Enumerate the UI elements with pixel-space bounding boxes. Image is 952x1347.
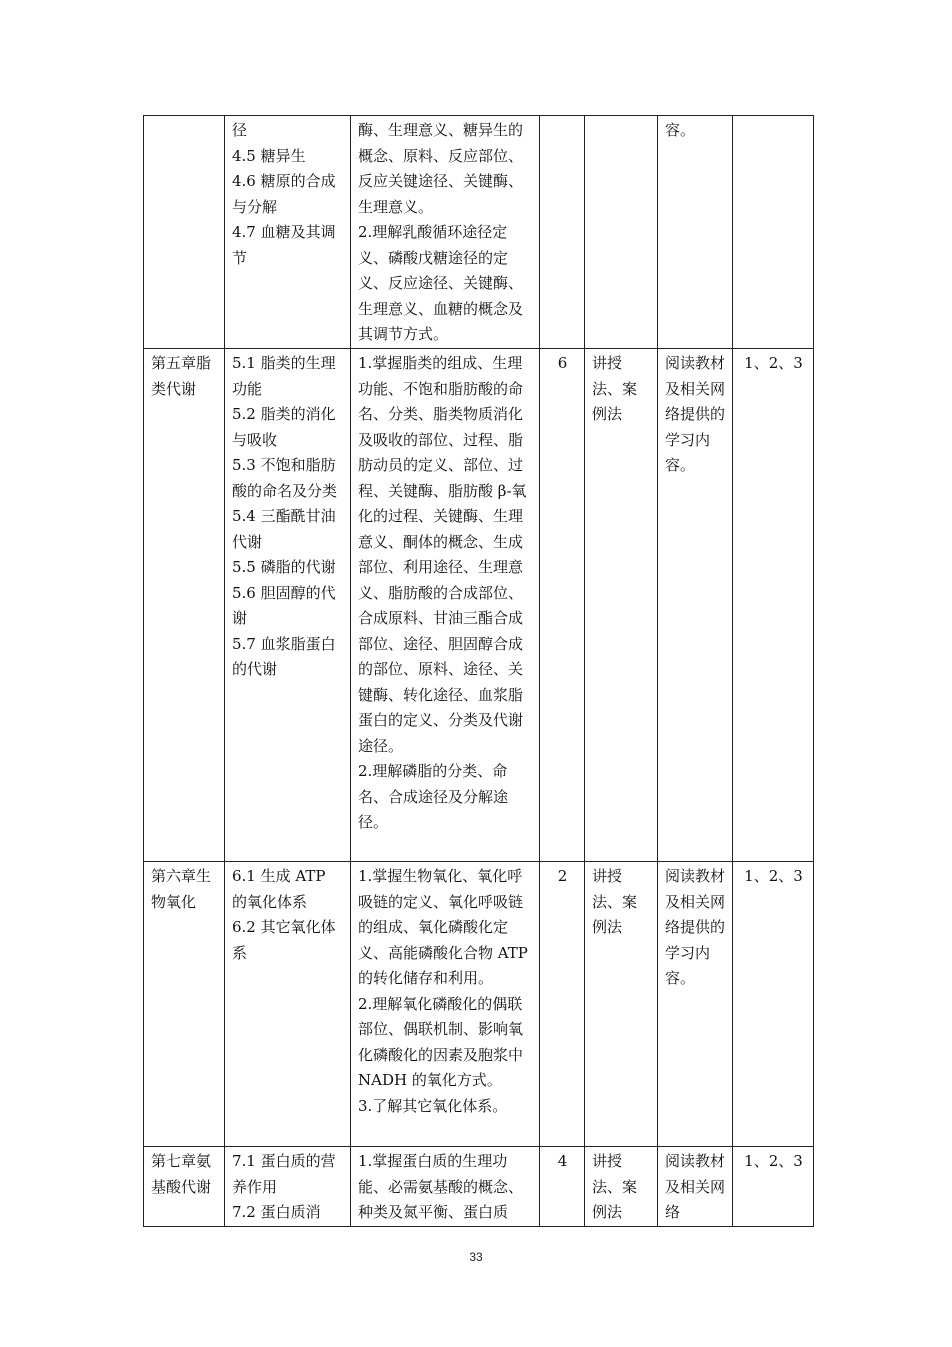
chapter-cell: 第五章脂类代谢 xyxy=(144,349,225,862)
hours-cell xyxy=(540,116,585,349)
goals-cell: 1、2、3 xyxy=(733,1147,814,1227)
chapter-cell: 第六章生物氧化 xyxy=(144,862,225,1147)
methods-cell xyxy=(585,116,658,349)
syllabus-table xyxy=(143,115,814,1227)
table-row xyxy=(144,349,814,862)
sections-cell: 6.1 生成 ATP 的氧化体系 6.2 其它氧化体系 xyxy=(225,862,351,1147)
chapter-cell: 第七章氨基酸代谢 xyxy=(144,1147,225,1227)
table-row xyxy=(144,1147,814,1227)
methods-cell: 讲授法、案例法 xyxy=(585,1147,658,1227)
goals-cell xyxy=(733,116,814,349)
sections-cell: 5.1 脂类的生理功能 5.2 脂类的消化与吸收 5.3 不饱和脂肪酸的命名及分类 5.4 三酯酰甘油代谢 5.5 磷脂的代谢 5.6 胆固醇的代谢 5.7 血浆脂蛋白的代谢 xyxy=(225,349,351,862)
chapter-cell xyxy=(144,116,225,349)
self-study-cell: 阅读教材及相关网络提供的学习内容。 xyxy=(658,349,733,862)
objectives-cell: 1.掌握生物氧化、氧化呼吸链的定义、氧化呼吸链的组成、氧化磷酸化定义、高能磷酸化合物 ATP 的转化储存和利用。 2.理解氧化磷酸化的偶联部位、偶联机制、影响氧化磷酸化的因素及胞浆中 NADH 的氧化方式。 3.了解其它氧化体系。 xyxy=(351,862,540,1147)
table-row xyxy=(144,862,814,1147)
goals-cell: 1、2、3 xyxy=(733,349,814,862)
hours-cell: 6 xyxy=(540,349,585,862)
sections-cell: 7.1 蛋白质的营养作用 7.2 蛋白质消 xyxy=(225,1147,351,1227)
hours-cell: 4 xyxy=(540,1147,585,1227)
objectives-cell: 酶、生理意义、糖异生的概念、原料、反应部位、反应关键途径、关键酶、生理意义。 2.理解乳酸循环途径定义、磷酸戊糖途径的定义、反应途径、关键酶、生理意义、血糖的概念及其调节方式。 xyxy=(351,116,540,349)
table-row xyxy=(144,116,814,349)
self-study-cell: 容。 xyxy=(658,116,733,349)
objectives-cell: 1.掌握脂类的组成、生理功能、不饱和脂肪酸的命名、分类、脂类物质消化及吸收的部位、过程、脂肪动员的定义、部位、过程、关键酶、脂肪酸 β-氧化的过程、关键酶、生理意义、酮体的概念、生成部位、利用途径、生理意义、脂肪酸的合成部位、合成原料、甘油三酯合成部位、途径、胆固醇合成的部位、原料、途径、关键酶、转化途径、血浆脂蛋白的定义、分类及代谢途径。 2.理解磷脂的分类、命名、合成途径及分解途径。 xyxy=(351,349,540,862)
hours-cell: 2 xyxy=(540,862,585,1147)
self-study-cell: 阅读教材及相关网络提供的学习内容。 xyxy=(658,862,733,1147)
page-number: 33 xyxy=(469,1250,483,1264)
methods-cell: 讲授法、案例法 xyxy=(585,349,658,862)
objectives-cell: 1.掌握蛋白质的生理功能、必需氨基酸的概念、种类及氮平衡、蛋白质 xyxy=(351,1147,540,1227)
self-study-cell: 阅读教材及相关网络 xyxy=(658,1147,733,1227)
sections-cell: 径 4.5 糖异生 4.6 糖原的合成与分解 4.7 血糖及其调节 xyxy=(225,116,351,349)
goals-cell: 1、2、3 xyxy=(733,862,814,1147)
methods-cell: 讲授法、案例法 xyxy=(585,862,658,1147)
